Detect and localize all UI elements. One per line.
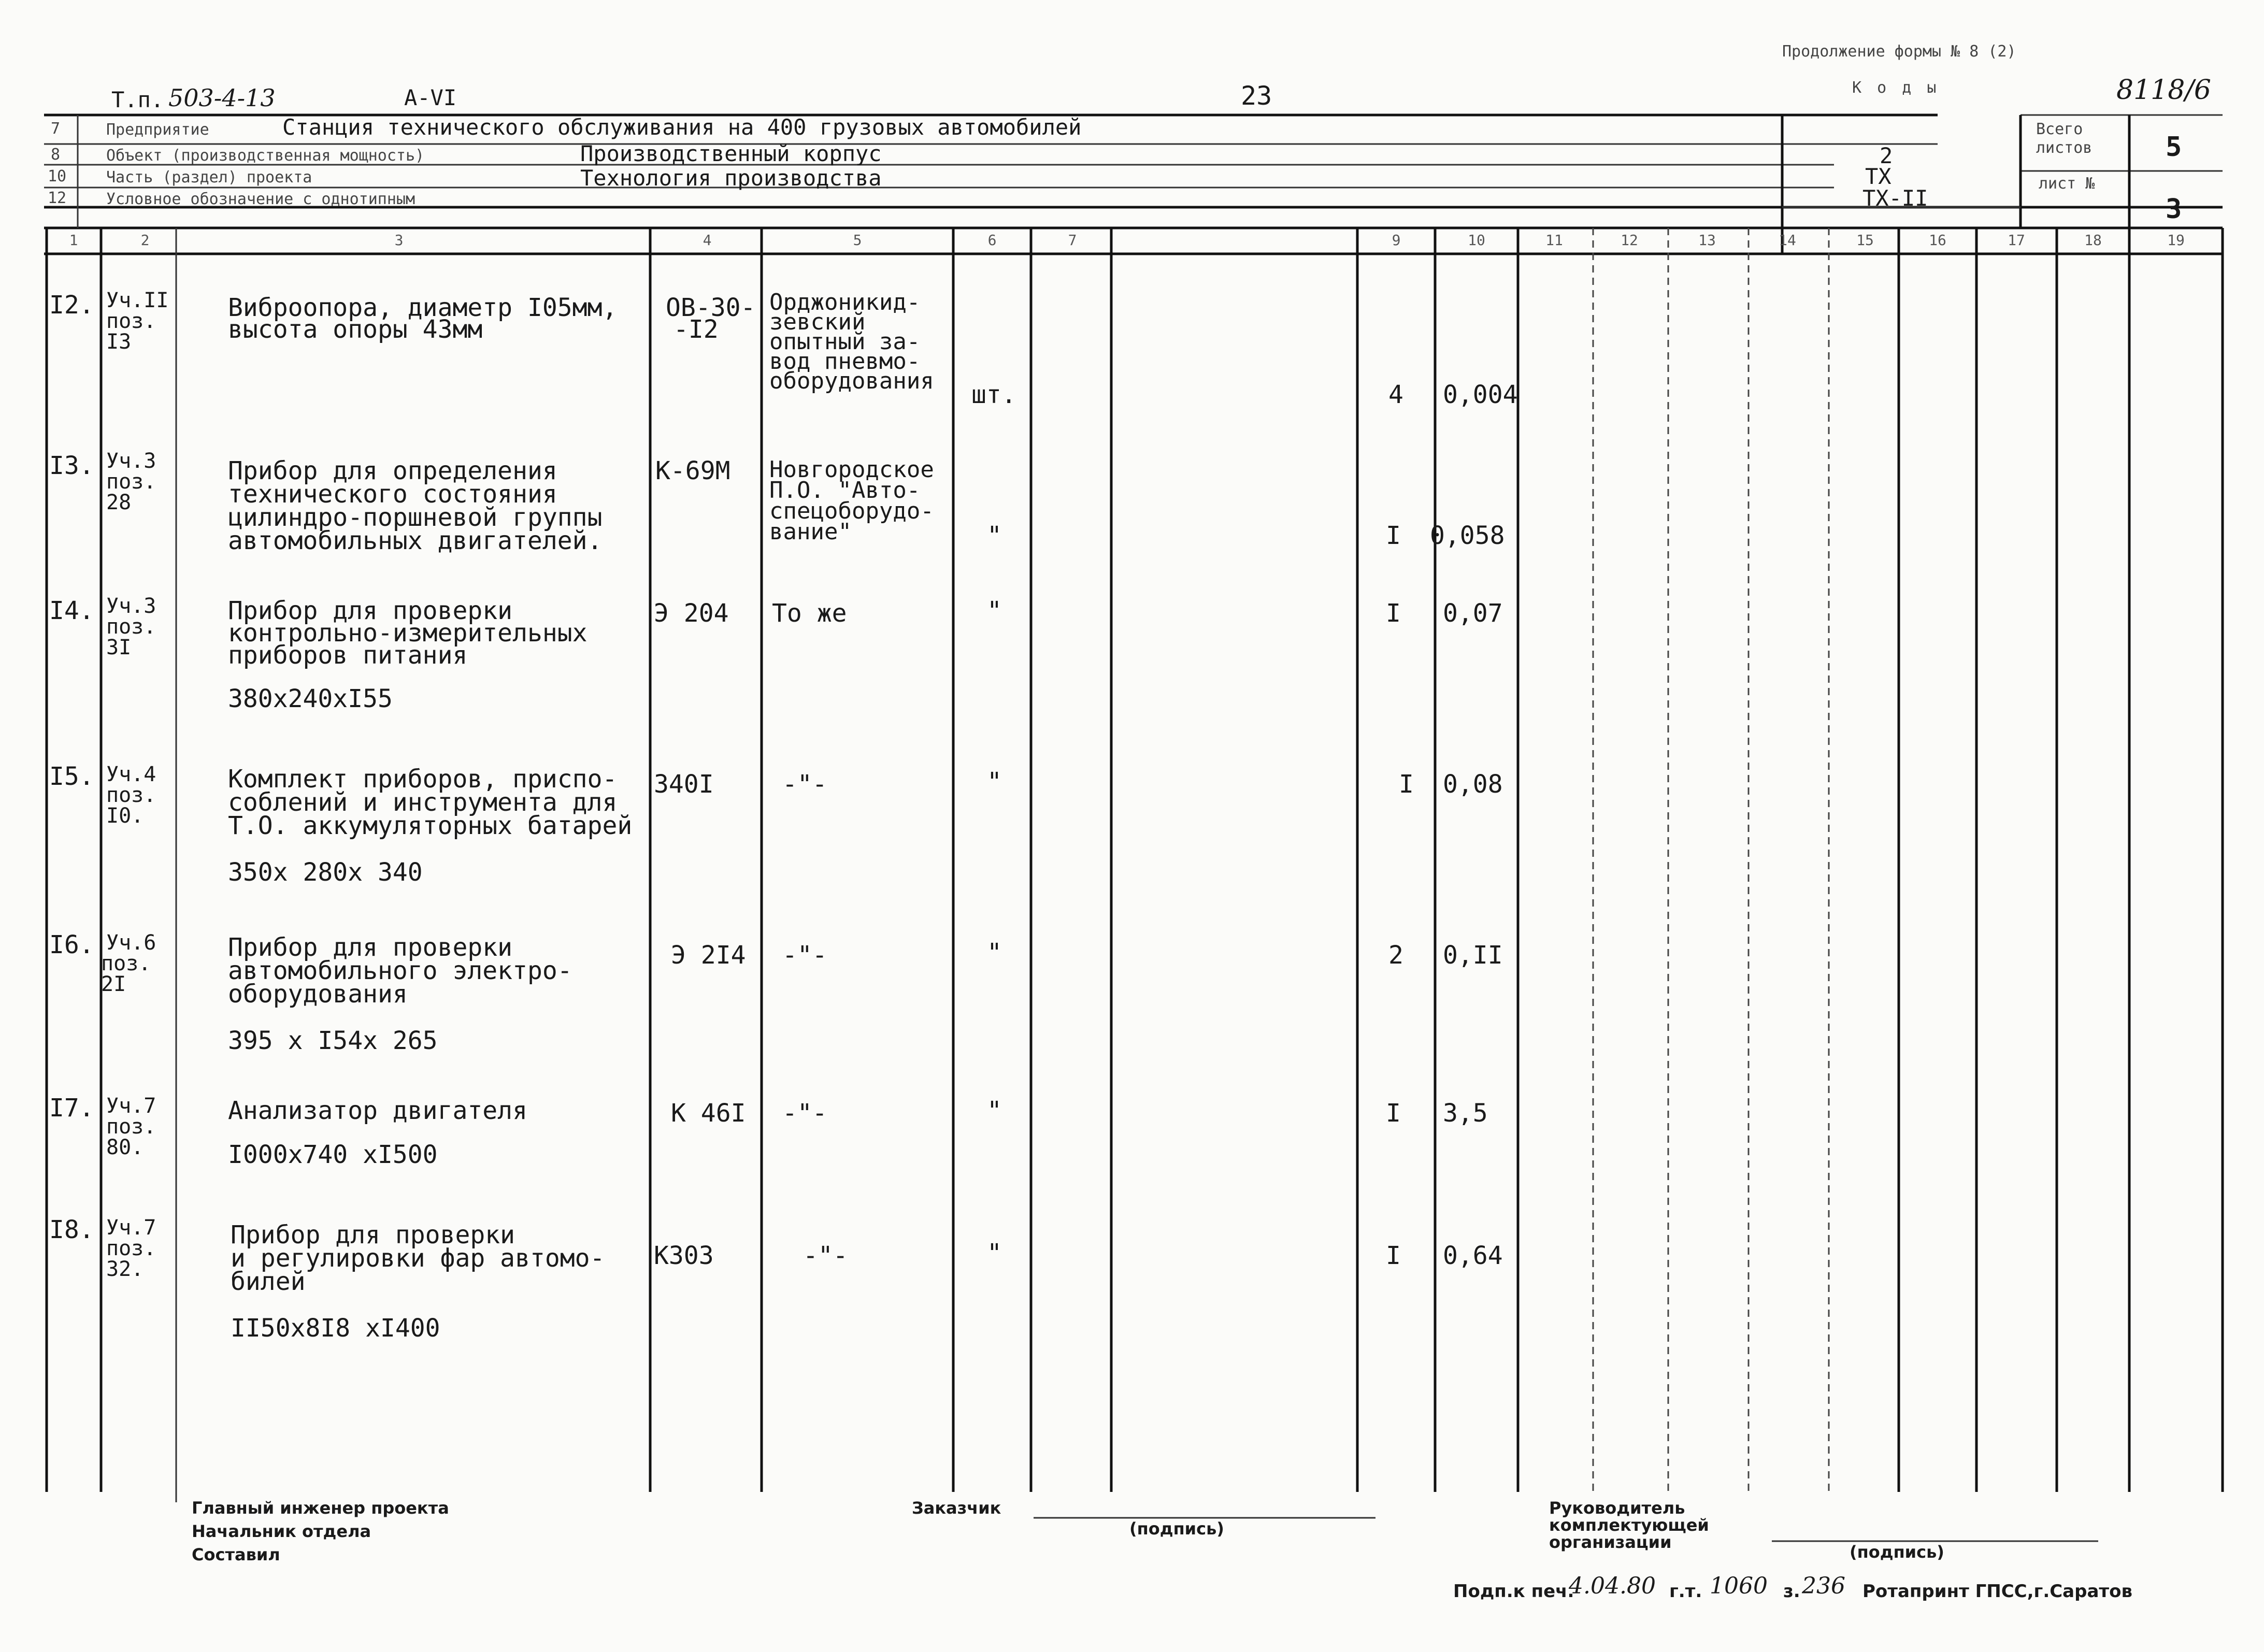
header-row-label: Предприятие — [106, 121, 209, 139]
row-type: Э 204 — [654, 599, 729, 628]
row-type: 340I — [654, 770, 714, 799]
tp-label: Т.п. — [111, 87, 164, 112]
row-qty: 2 — [1388, 941, 1403, 970]
row-number: I4. — [49, 596, 94, 625]
album-label: А-VI — [404, 85, 457, 110]
order-label: з. — [1783, 1581, 1800, 1602]
row-maker: вод пневмо- — [769, 348, 921, 375]
column-number: 13 — [1698, 232, 1716, 249]
row-unit: " — [987, 1239, 1002, 1268]
row-name: технического состояния — [228, 480, 557, 509]
printer-label: Ротапринт ГПСС,г.Саратов — [1862, 1581, 2132, 1602]
row-location: поз. — [106, 615, 156, 639]
row-weight: 0,004 — [1443, 380, 1518, 409]
header-row-num: 8 — [51, 146, 61, 164]
row-location: поз. — [101, 952, 151, 975]
row-name: билей — [231, 1267, 306, 1296]
row-name: автомобильного электро- — [228, 956, 572, 985]
row-qty: I — [1386, 1099, 1401, 1128]
print-label: Подп.к печ. — [1453, 1581, 1574, 1602]
row-maker: оборудования — [769, 368, 934, 394]
row-name: оборудования — [228, 980, 408, 1009]
row-name: автомобильных двигателей. — [228, 526, 603, 555]
row-qty: I — [1386, 1241, 1401, 1270]
column-number: 6 — [987, 232, 997, 249]
row-weight: 3,5 — [1443, 1099, 1488, 1128]
row-number: I3. — [49, 451, 94, 480]
column-number: 12 — [1621, 232, 1638, 249]
row-maker: П.О. "Авто- — [769, 477, 921, 504]
print-t-value: 1060 — [1710, 1573, 1768, 1599]
row-number: I6. — [49, 930, 94, 959]
row-unit: " — [987, 521, 1002, 550]
row-qty: I — [1386, 521, 1401, 550]
row-weight: 0,II — [1443, 941, 1503, 970]
row-unit: шт. — [971, 380, 1016, 409]
row-type: К-69М — [655, 456, 730, 485]
row-weight: 0,64 — [1443, 1241, 1503, 1270]
object-code: 2 — [1880, 143, 1893, 168]
row-location: поз. — [106, 1115, 156, 1139]
row-location: поз. — [106, 783, 156, 807]
project-part: Технология производства — [580, 165, 882, 191]
column-number: 17 — [2008, 232, 2025, 249]
row-type: К 46I — [671, 1099, 746, 1128]
row-location: Уч.3 — [106, 594, 156, 618]
sheet-no-label: лист № — [2039, 175, 2095, 193]
row-qty: I — [1399, 770, 1414, 799]
column-number: 19 — [2167, 232, 2185, 249]
row-name: контрольно-измерительных — [228, 619, 588, 648]
header-row-label: Объект (производственная мощность) — [106, 147, 425, 165]
row-unit: " — [987, 596, 1002, 625]
tp-number: 503-4-13 — [168, 84, 276, 112]
row-number: I8. — [49, 1215, 94, 1244]
row-location: 28 — [106, 491, 132, 514]
total-sheets-value: 5 — [2166, 132, 2182, 163]
header-row-num: 10 — [48, 167, 67, 185]
head-org-signature-label: (подпись) — [1850, 1542, 1944, 1562]
row-dimensions: I000х740 хI500 — [228, 1140, 438, 1169]
row-weight: 0,08 — [1443, 770, 1503, 799]
row-maker: зевский — [769, 309, 866, 335]
column-number: 3 — [394, 232, 404, 249]
row-name: Прибор для проверки — [228, 596, 513, 625]
header-row-label: Условное обозначение с однотипным — [106, 190, 415, 208]
column-number: 7 — [1068, 232, 1077, 249]
print-t-label: г.т. — [1669, 1581, 1702, 1602]
row-number: I2. — [49, 291, 94, 320]
handwritten-code: 8118/6 — [2116, 75, 2211, 106]
chief-engineer-label: Главный инженер проекта — [192, 1498, 449, 1518]
row-location: I3 — [106, 330, 132, 354]
row-location: Уч.7 — [106, 1094, 156, 1118]
column-number: 10 — [1468, 232, 1485, 249]
row-location: Уч.4 — [106, 763, 156, 786]
row-maker: Орджоникид- — [769, 289, 921, 315]
row-location: 2I — [101, 972, 126, 996]
print-date: 4.04.80 — [1569, 1573, 1656, 1599]
column-number: 5 — [853, 232, 862, 249]
customer-signature-label: (подпись) — [1129, 1519, 1224, 1539]
row-location: 80. — [106, 1136, 144, 1159]
row-unit: " — [987, 938, 1002, 967]
row-name: Прибор для определения — [228, 456, 557, 485]
row-maker: -"- — [803, 1241, 848, 1270]
mark-code: ТХ-II — [1862, 185, 1928, 211]
compiled-label: Составил — [192, 1545, 280, 1564]
form-note: Продолжение формы № 8 (2) — [1782, 42, 2016, 61]
column-number: 15 — [1856, 232, 1874, 249]
row-name: Прибор для проверки — [228, 933, 513, 962]
row-location: Уч.II — [106, 289, 169, 312]
column-number: 2 — [140, 232, 150, 249]
row-qty: 4 — [1388, 380, 1403, 409]
customer-label: Заказчик — [912, 1498, 1001, 1518]
column-number: 16 — [1929, 232, 1946, 249]
row-unit: " — [987, 1096, 1002, 1125]
row-location: Уч.6 — [106, 931, 156, 955]
row-location: поз. — [106, 1237, 156, 1260]
row-maker: То же — [772, 599, 847, 628]
dept-head-label: Начальник отдела — [192, 1521, 371, 1541]
column-number: 14 — [1779, 232, 1796, 249]
row-number: I7. — [49, 1094, 94, 1123]
row-maker: вание" — [769, 519, 852, 545]
row-location: 32. — [106, 1257, 144, 1281]
row-maker: -"- — [782, 1099, 827, 1128]
row-maker: -"- — [782, 770, 827, 799]
row-weight: 0,058 — [1430, 521, 1505, 550]
column-number: 9 — [1392, 232, 1401, 249]
row-name: приборов питания — [228, 641, 468, 670]
row-maker: опытный за- — [769, 328, 921, 355]
row-type: -I2 — [674, 315, 719, 344]
row-name: Комплект приборов, приспо- — [228, 765, 618, 794]
column-number: 1 — [69, 232, 78, 249]
head-org-label: комплектующей — [1549, 1515, 1709, 1535]
row-maker: -"- — [782, 941, 827, 970]
row-name: и регулировки фар автомо- — [231, 1244, 605, 1273]
row-qty: I — [1386, 599, 1401, 628]
codes-label: К о д ы — [1852, 79, 1940, 97]
row-unit: " — [987, 767, 1002, 796]
column-number: 4 — [703, 232, 712, 249]
total-sheets-label: Всего листов — [2036, 120, 2093, 157]
column-number: 18 — [2084, 232, 2102, 249]
row-location: Уч.7 — [106, 1216, 156, 1240]
row-weight: 0,07 — [1443, 599, 1503, 628]
row-name: соблений и инструмента для — [228, 788, 618, 817]
row-name: высота опоры 43мм — [228, 315, 483, 344]
row-location: I0. — [106, 804, 144, 828]
row-maker: Новгородское — [769, 456, 934, 483]
row-location: Уч.3 — [106, 449, 156, 473]
row-name: Анализатор двигателя — [228, 1096, 527, 1125]
row-location: поз. — [106, 470, 156, 494]
enterprise-name: Станция технического обслуживания на 400 грузовых автомобилей — [282, 114, 1082, 140]
row-dimensions: II50х8I8 хI400 — [231, 1314, 440, 1343]
row-name: цилиндро-поршневой группы — [228, 503, 603, 532]
header-row-label: Часть (раздел) проекта — [106, 168, 312, 186]
head-org-label: Руководитель — [1549, 1498, 1685, 1518]
row-number: I5. — [49, 762, 94, 791]
row-dimensions: 350х 280х 340 — [228, 858, 423, 887]
row-name: Т.О. аккумуляторных батарей — [228, 811, 633, 840]
head-org-label: организации — [1549, 1532, 1672, 1552]
row-dimensions: 395 х I54х 265 — [228, 1026, 438, 1055]
header-row-num: 7 — [51, 120, 61, 138]
row-location: поз. — [106, 309, 156, 333]
header-row-num: 12 — [48, 189, 67, 207]
row-name: Виброопора, диаметр I05мм, — [228, 293, 618, 322]
object-name: Производственный корпус — [580, 141, 882, 166]
page-number: 23 — [1241, 81, 1272, 111]
row-location: 3I — [106, 636, 132, 659]
row-dimensions: 380х240хI55 — [228, 684, 393, 713]
row-maker: спецоборудо- — [769, 498, 934, 524]
row-name: Прибор для проверки — [231, 1220, 515, 1249]
row-type: Э 2I4 — [671, 941, 746, 970]
column-number: 11 — [1545, 232, 1563, 249]
row-type: К303 — [654, 1241, 714, 1270]
order-value: 236 — [1802, 1573, 1845, 1599]
sheet-no-value: 3 — [2166, 194, 2182, 225]
row-type: ОВ-30- — [666, 293, 756, 322]
part-code: ТХ — [1865, 164, 1892, 189]
